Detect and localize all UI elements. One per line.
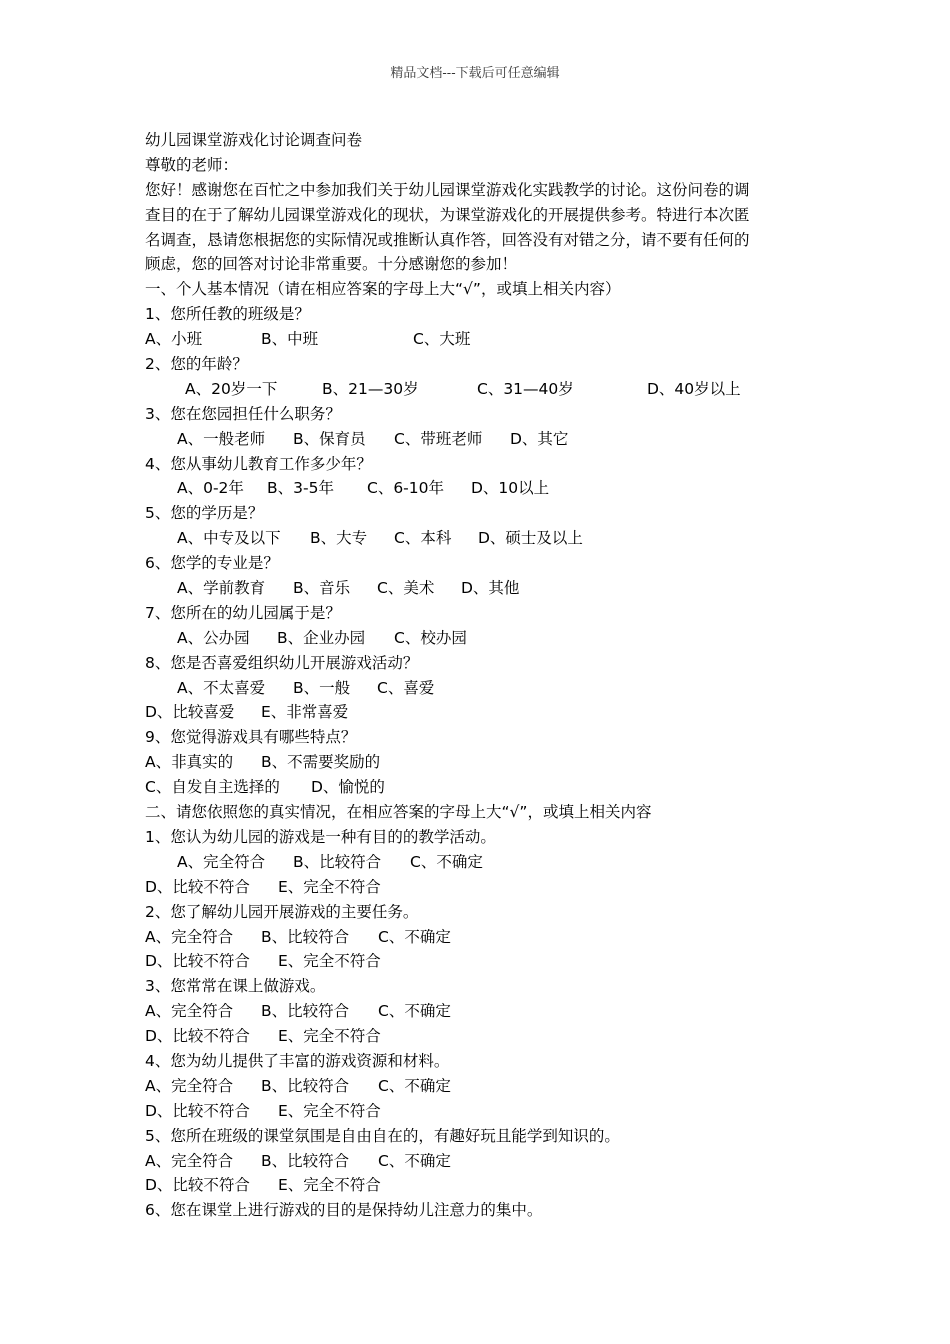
s2-question-4: 4、您为幼儿提供了丰富的游戏资源和材料。 [145,1051,450,1070]
option[interactable]: D、硕士及以上 [478,529,583,548]
question-1: 1、您所任教的班级是？ [145,305,310,324]
page-header: 精品文档---下载后可任意编辑 [390,66,560,81]
document-title: 幼儿园课堂游戏化讨论调查问卷 [145,131,363,149]
option[interactable]: E、完全不符合 [278,1027,381,1046]
question-3: 3、您在您园担任什么职务？ [145,404,341,423]
question-4: 4、您从事幼儿教育工作多少年？ [145,454,372,473]
question-6-options [145,576,815,601]
option[interactable]: C、校办园 [394,628,467,647]
option[interactable]: A、公办园 [177,628,250,647]
question-5: 5、您的学历是？ [145,504,264,523]
question-4-options [145,476,815,501]
option[interactable]: C、带班老师 [394,429,483,448]
option[interactable]: A、完全符合 [145,1076,234,1095]
question-7-options [145,626,815,651]
option[interactable]: A、非真实的 [145,753,234,772]
option[interactable]: D、比较不符合 [145,1176,250,1195]
s2-question-5-options-a [145,1149,815,1174]
question-8-options-b [145,700,815,725]
option[interactable]: C、喜爱 [377,678,435,697]
option[interactable]: C、本科 [394,529,452,548]
s2-question-5: 5、您所在班级的课堂氛围是自由自在的，有趣好玩且能学到知识的。 [145,1126,620,1145]
option[interactable]: B、比较符合 [261,1151,350,1170]
option[interactable]: C、大班 [413,330,471,349]
option[interactable]: C、不确定 [378,927,451,946]
option[interactable]: E、完全不符合 [278,1101,381,1120]
s2-question-2-options-a [145,925,815,950]
option[interactable]: D、比较不符合 [145,952,250,971]
s2-question-4-options-a [145,1074,815,1099]
option[interactable]: D、比较喜爱 [145,703,235,722]
option[interactable]: C、不确定 [410,852,483,871]
option[interactable]: B、比较符合 [261,1002,350,1021]
option[interactable]: C、31—40岁 [477,379,574,398]
s2-question-2-options-b [145,949,815,974]
option[interactable]: A、一般老师 [177,429,266,448]
option[interactable]: D、比较不符合 [145,1101,250,1120]
option[interactable]: E、完全不符合 [278,952,381,971]
s2-question-1-options-a [145,850,815,875]
section-2-heading: 二、请您依照您的真实情况，在相应答案的字母上大“√”，或填上相关内容 [145,803,652,822]
s2-question-1-options-b [145,875,815,900]
option[interactable]: A、小班 [145,330,203,349]
s2-question-5-options-b [145,1173,815,1198]
question-9-options-a [145,750,815,775]
intro-line-1: 您好！感谢您在百忙之中参加我们关于幼儿园课堂游戏化实践教学的讨论。这份问卷的调 [145,180,750,199]
intro-line-3: 名调查，恳请您根据您的实际情况或推断认真作答，回答没有对错之分，请不要有任何的 [145,230,750,249]
option[interactable]: A、0-2年 [177,479,244,498]
option[interactable]: A、学前教育 [177,579,266,598]
option[interactable]: C、自发自主选择的 [145,778,280,797]
s2-question-4-options-b [145,1099,815,1124]
option[interactable]: A、完全符合 [145,927,234,946]
option[interactable]: B、大专 [310,529,368,548]
option[interactable]: A、中专及以下 [177,529,281,548]
question-2: 2、您的年龄？ [145,355,248,374]
option[interactable]: A、完全符合 [145,1151,234,1170]
option[interactable]: A、完全符合 [145,1002,234,1021]
option[interactable]: B、比较符合 [261,1076,350,1095]
question-9-options-b [145,775,815,800]
option[interactable]: D、10以上 [471,479,550,498]
section-1-heading: 一、个人基本情况（请在相应答案的字母上大“√”，或填上相关内容） [145,280,621,299]
s2-question-2: 2、您了解幼儿园开展游戏的主要任务。 [145,902,419,921]
option[interactable]: C、美术 [377,579,435,598]
s2-question-3-options-a [145,999,815,1024]
option[interactable]: C、6-10年 [367,479,445,498]
question-9: 9、您觉得游戏具有哪些特点？ [145,728,357,747]
option[interactable]: B、中班 [261,330,319,349]
s2-question-3: 3、您常常在课上做游戏。 [145,977,326,996]
s2-question-6: 6、您在课堂上进行游戏的目的是保持幼儿注意力的集中。 [145,1201,543,1220]
option[interactable]: B、企业办园 [277,628,366,647]
option[interactable]: C、不确定 [378,1151,451,1170]
option[interactable]: E、完全不符合 [278,877,381,896]
question-3-options [145,427,815,452]
question-8-options-a [145,676,815,701]
option[interactable]: D、其它 [510,429,569,448]
question-5-options [145,526,815,551]
option[interactable]: B、不需要奖励的 [261,753,381,772]
question-6: 6、您学的专业是？ [145,554,279,573]
option[interactable]: A、20岁一下 [185,379,278,398]
option[interactable]: D、比较不符合 [145,1027,250,1046]
option[interactable]: C、不确定 [378,1076,451,1095]
option[interactable]: B、音乐 [293,579,351,598]
s2-question-1: 1、您认为幼儿园的游戏是一种有目的的教学活动。 [145,827,496,846]
option[interactable]: B、比较符合 [261,927,350,946]
option[interactable]: A、不太喜爱 [177,678,266,697]
option[interactable]: C、不确定 [378,1002,451,1021]
option[interactable]: B、3-5年 [267,479,334,498]
question-1-options [145,327,815,352]
option[interactable]: B、21—30岁 [322,379,419,398]
intro-line-2: 查目的在于了解幼儿园课堂游戏化的现状，为课堂游戏化的开展提供参考。特进行本次匿 [145,205,750,224]
question-8: 8、您是否喜爱组织幼儿开展游戏活动？ [145,653,419,672]
s2-question-3-options-b [145,1024,815,1049]
option[interactable]: E、非常喜爱 [261,703,349,722]
option[interactable]: D、40岁以上 [647,379,741,398]
question-7: 7、您所在的幼儿园属于是？ [145,603,341,622]
option[interactable]: E、完全不符合 [278,1176,381,1195]
question-2-options [145,377,815,402]
questionnaire-body [145,128,815,1223]
option[interactable]: D、其他 [461,579,520,598]
option[interactable]: B、比较符合 [293,852,382,871]
option[interactable]: B、保育员 [293,429,366,448]
intro-line-4: 顾虑，您的回答对讨论非常重要。十分感谢您的参加！ [145,255,518,274]
option[interactable]: D、比较不符合 [145,877,250,896]
option[interactable]: D、愉悦的 [311,778,385,797]
option[interactable]: A、完全符合 [177,852,266,871]
option[interactable]: B、一般 [293,678,351,697]
salutation: 尊敬的老师： [145,155,239,174]
